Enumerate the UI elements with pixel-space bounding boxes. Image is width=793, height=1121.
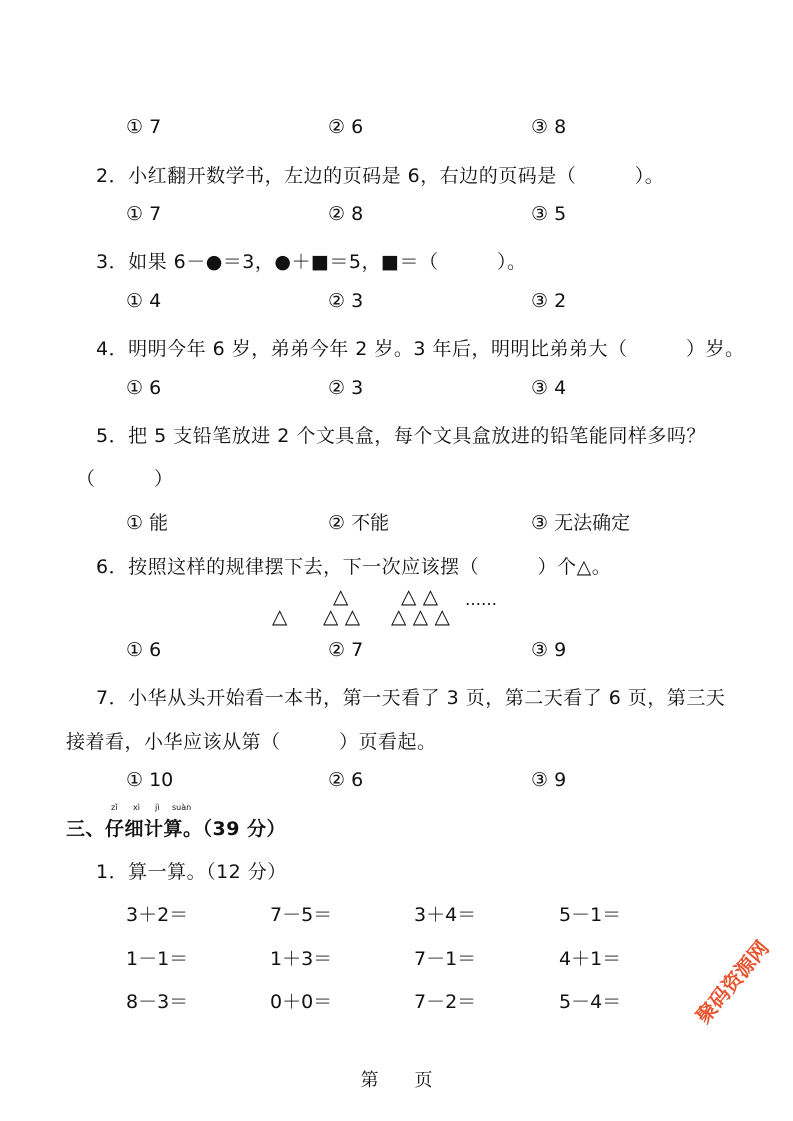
q7-stem-line-2: 接着看，小华应该从第（ ）页看起。: [66, 731, 437, 753]
q4-option-1: ① 6: [126, 377, 162, 399]
q4-stem: 4．明明今年 6 岁，弟弟今年 2 岁。3 年后，明明比弟弟大（ ）岁。: [96, 338, 745, 360]
q6-option-3: ③ 9: [531, 639, 567, 661]
q3-option-1: ① 4: [126, 290, 162, 312]
watermark-logo: 聚码资源网: [691, 935, 774, 1028]
q6-option-2: ② 7: [328, 639, 364, 661]
pattern-ellipsis: ……: [465, 590, 497, 609]
q4-option-2: ② 3: [328, 377, 364, 399]
q7-option-3: ③ 9: [531, 769, 567, 791]
q3-stem: 3．如果 6－●＝3，●＋■＝5，■＝（ ）。: [96, 251, 527, 273]
calc-r1-c2: 7－5＝: [270, 904, 333, 926]
calc-r3-c3: 7－2＝: [414, 991, 477, 1013]
calc-r1-c1: 3＋2＝: [126, 904, 189, 926]
subsection-1-title: 1．算一算。（12 分）: [96, 861, 287, 883]
pinyin-xi: xì: [133, 803, 140, 812]
calc-r1-c4: 5－1＝: [559, 904, 622, 926]
calc-r2-c4: 4＋1＝: [559, 948, 622, 970]
q5-option-1: ① 能: [126, 512, 169, 534]
calc-r3-c1: 8－3＝: [126, 991, 189, 1013]
calc-r2-c2: 1＋3＝: [270, 948, 333, 970]
q2-stem: 2．小红翻开数学书，左边的页码是 6，右边的页码是（ ）。: [96, 165, 665, 187]
q7-option-2: ② 6: [328, 769, 364, 791]
pattern-group-3-top: △ △: [401, 584, 439, 608]
q1-option-1: ① 7: [126, 116, 162, 138]
calc-r1-c3: 3＋4＝: [414, 904, 477, 926]
q1-option-3: ③ 8: [531, 116, 567, 138]
pattern-group-2-bottom: △ △: [323, 604, 361, 628]
pattern-group-1: △: [272, 604, 288, 628]
q5-answer-paren: （ ）: [76, 468, 174, 490]
calc-r3-c4: 5－4＝: [559, 991, 622, 1013]
calc-r3-c2: 0＋0＝: [270, 991, 333, 1013]
pattern-group-3-bottom: △ △ △: [391, 604, 450, 628]
q3-option-2: ② 3: [328, 290, 364, 312]
q5-stem: 5．把 5 支铅笔放进 2 个文具盒，每个文具盒放进的铅笔能同样多吗？: [96, 425, 706, 447]
q1-option-2: ② 6: [328, 116, 364, 138]
q7-option-1: ① 10: [126, 769, 174, 791]
pinyin-suan: suàn: [172, 803, 192, 812]
q2-option-1: ① 7: [126, 203, 162, 225]
section-3-title: 三、仔细计算。（39 分）: [66, 818, 287, 840]
q6-option-1: ① 6: [126, 639, 162, 661]
q4-option-3: ③ 4: [531, 377, 567, 399]
q2-option-3: ③ 5: [531, 203, 567, 225]
q5-option-2: ② 不能: [328, 512, 390, 534]
calc-r2-c3: 7－1＝: [414, 948, 477, 970]
page-footer: 第 页: [360, 1070, 433, 1091]
q5-option-3: ③ 无法确定: [531, 512, 631, 534]
q6-stem: 6．按照这样的规律摆下去，下一次应该摆（ ）个△。: [96, 556, 612, 578]
calc-r2-c1: 1－1＝: [126, 948, 189, 970]
pinyin-ji: jì: [155, 803, 160, 812]
q7-stem-line-1: 7．小华从头开始看一本书，第一天看了 3 页，第二天看了 6 页，第三天: [96, 687, 726, 709]
q3-option-3: ③ 2: [531, 290, 567, 312]
pattern-group-2-top: △: [333, 584, 349, 608]
q2-option-2: ② 8: [328, 203, 364, 225]
pinyin-zi: zǐ: [111, 803, 118, 812]
